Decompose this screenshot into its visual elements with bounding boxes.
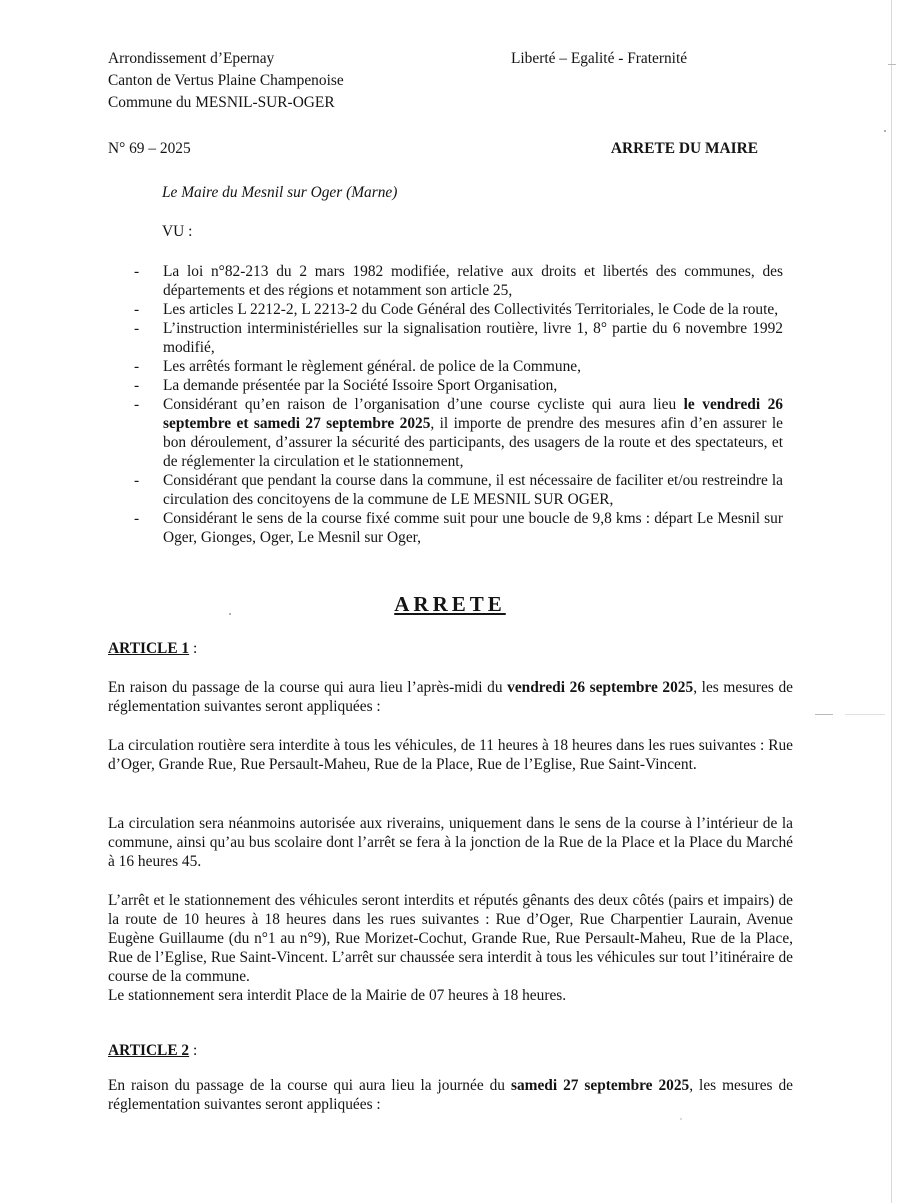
consideration-item: - L’instruction interministérielles sur la signalisation routière, livre 1, 8° partie du 6 novembre 1992 modifié, — [134, 319, 783, 357]
mairie-parking-paragraph: Le stationnement sera interdit Place de la Mairie de 07 heures à 18 heures. — [108, 987, 567, 1004]
scan-speck — [884, 130, 886, 132]
article-2-heading — [108, 1040, 197, 1062]
consideration-item: - Considérant que pendant la course dans la commune, il est nécessaire de faciliter et/ou restreindre la circulation des concitoyens de la commune de LE MESNIL SUR OGER, — [134, 471, 783, 509]
consideration-text: Considérant qu’en raison de l’organisation d’une course cycliste qui aura lieu — [163, 396, 684, 413]
arrondissement-line: Arrondissement d’Epernay — [108, 50, 275, 67]
decree-title: ARRETE DU MAIRE — [610, 140, 758, 157]
scan-mark — [815, 714, 833, 715]
scan-mark — [845, 714, 885, 715]
canton-line: Canton de Vertus Plaine Champenoise — [108, 72, 344, 89]
intro-text: , les mesures de réglementation suivantes seront appliquées : — [108, 1077, 793, 1113]
mayor-line: Le Maire du Mesnil sur Oger (Marne) — [162, 184, 398, 201]
parking-ban-paragraph: L’arrêt et le stationnement des véhicules seront interdits et réputés gênants des deux côtés (pairs et impairs) de la route de 10 heures à 18 heures dans les rues suivantes : Rue d’Oger, Rue Charpentier Laurain, Avenue Eugène Guillaume (du n°1 au n°9), Rue Morizet-Cochut, Grande Rue, Rue Persault-Maheu, Rue de la Place, Rue de l’Eglise, Rue Saint-Vincent. L’arrêt sur chaussée sera interdit à tous les véhicules sur tout l’itinéraire de course de la commune. — [108, 892, 793, 985]
parking-ban-section — [108, 891, 793, 1005]
consideration-item: - La loi n°82-213 du 2 mars 1982 modifiée, relative aux droits et libertés des communes, des départements et des régions et notamment son article 25, — [134, 262, 783, 300]
intro-text: En raison du passage de la course qui aura lieu l’après-midi du — [108, 679, 508, 696]
residents-paragraph: La circulation sera néanmoins autorisée aux riverains, uniquement dans le sens de la course à l’intérieur de la commune, ainsi qu’au bus scolaire dont l’arrêt se fera à la jonction de la Rue de la Place et la Place du Marché à 16 heures 45. — [108, 815, 793, 870]
article-2-label: ARTICLE 2 — [108, 1042, 190, 1059]
scan-speck — [229, 613, 231, 615]
consideration-item: - La demande présentée par la Société Issoire Sport Organisation, — [134, 376, 783, 395]
article-1-colon: : — [189, 640, 198, 657]
considerations-list — [134, 262, 783, 547]
administrative-header — [108, 48, 438, 114]
intro-date: samedi 27 septembre 2025 — [510, 1077, 690, 1094]
article-1-heading — [108, 638, 197, 660]
article-1-label: ARTICLE 1 — [108, 640, 190, 657]
intro-text: , les mesures de réglementation suivantes seront appliquées : — [108, 679, 793, 715]
consideration-item — [134, 395, 783, 471]
commune-line: Commune du MESNIL-SUR-OGER — [108, 94, 335, 111]
scan-mark — [888, 64, 896, 65]
consideration-item: - Les articles L 2212-2, L 2213-2 du Code Général des Collectivités Territoriales, le Code de la route, — [134, 300, 783, 319]
decree-number: N° 69 – 2025 — [108, 140, 191, 157]
consideration-text: , il importe de prendre des mesures afin d’en assurer le bon déroulement, d’assurer la sécurité des participants, des usagers de la route et des spectateurs, et de réglementer la circulation et le stationnement, — [163, 415, 783, 470]
scan-edge-line — [891, 0, 892, 1203]
vu-label: VU : — [162, 223, 193, 240]
consideration-item: - Les arrêtés formant le règlement général. de police de la Commune, — [134, 357, 783, 376]
republic-motto: Liberté – Egalité - Fraternité — [511, 50, 688, 67]
arrete-heading: ARRETE — [394, 592, 506, 616]
race-dates: le vendredi 26 septembre et samedi 27 septembre 2025 — [163, 396, 784, 432]
consideration-item: - Considérant le sens de la course fixé comme suit pour une boucle de 9,8 kms : départ Le Mesnil sur Oger, Gionges, Oger, Le Mesnil sur Oger, — [134, 509, 783, 547]
article-2-colon: : — [189, 1042, 198, 1059]
scan-speck — [680, 1118, 682, 1120]
intro-date: vendredi 26 septembre 2025 — [507, 679, 694, 696]
article-1-intro — [108, 678, 793, 716]
traffic-ban-paragraph: La circulation routière sera interdite à tous les véhicules, de 11 heures à 18 heures dans les rues suivantes : Rue d’Oger, Grande Rue, Rue Persault-Maheu, Rue de la Place, Rue de l’Eglise, Rue Saint-Vincent. — [108, 737, 793, 773]
article-2-intro — [108, 1076, 793, 1114]
intro-text: En raison du passage de la course qui aura lieu la journée du — [108, 1077, 511, 1094]
